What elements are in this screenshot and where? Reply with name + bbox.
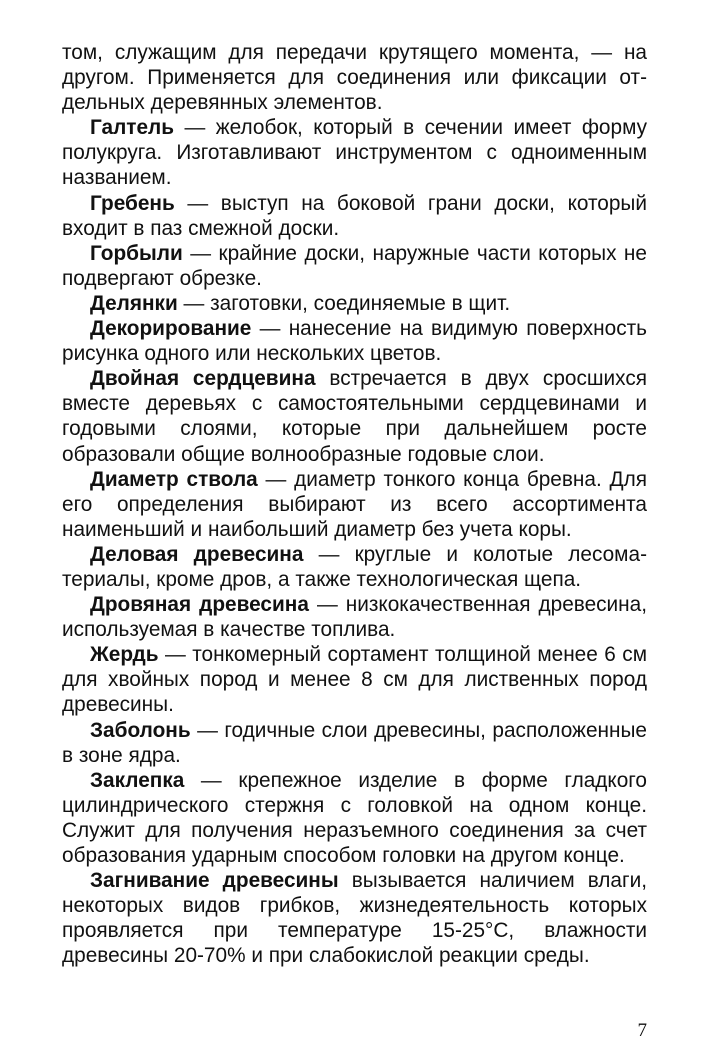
entry-term: Гребень bbox=[90, 191, 175, 215]
entry-term: Галтель bbox=[90, 116, 175, 140]
entry-zagnivanie-drevesiny bbox=[62, 868, 647, 968]
entry-term: Заклепка bbox=[90, 768, 185, 792]
entry-definition: — диаметр тонкого конца бревна. Для его определения выбирают из всего ассортимента наименьший и наибольший диаметр без учета коры. bbox=[62, 467, 647, 541]
entry-gorbyli bbox=[62, 241, 647, 291]
entry-term: Загнивание древесины bbox=[90, 869, 339, 893]
entry-term: Дровяная древесина bbox=[90, 593, 309, 617]
entry-term: Диаметр ствола bbox=[90, 467, 258, 491]
entry-zherd bbox=[62, 642, 647, 717]
entry-dvoynaya-serdtsevina bbox=[62, 366, 647, 466]
entry-delovaya-drevesina bbox=[62, 542, 647, 592]
entry-greben bbox=[62, 191, 647, 241]
entry-definition: — крепежное изделие в форме гладкого цилиндрического стержня с головкой на одном конце. Служит для получения неразъемного соединения за счет образования ударным способом головки на другом конце. bbox=[62, 768, 647, 867]
page-number: 7 bbox=[637, 1020, 647, 1041]
entry-zabolon bbox=[62, 718, 647, 768]
entry-definition: — желобок, который в сечении имеет форму полукруга. Изготавливают инструментом с одноименным названием. bbox=[62, 116, 647, 190]
entry-term: Декорирование bbox=[90, 317, 252, 341]
entry-definition: — заготовки, соединяемые в щит. bbox=[177, 291, 511, 315]
entry-definition: — круглые и колотые лесоматериалы, кроме дров, а также технологическая щепа. bbox=[62, 542, 647, 591]
entry-diametr-stvola bbox=[62, 467, 647, 542]
entry-definition: — выступ на боковой грани доски, который входит в паз смежной доски. bbox=[62, 191, 647, 240]
entry-definition: вызывается наличием влаги, некоторых видов грибков, жизнедеятельность которых проявляется при температуре 15-25°С, влажности древесины 20-70% и при слабокислой реакции среды. bbox=[62, 869, 647, 968]
entry-definition: — нанесение на видимую поверхность рисунка одного или нескольких цветов. bbox=[62, 317, 647, 366]
body-text bbox=[62, 40, 647, 968]
entry-term: Жердь bbox=[90, 643, 159, 667]
intro-paragraph: том, служащим для передачи крутящего момента, — на другом. Применяется для соединения или фиксации отдельных деревянных элементов. bbox=[62, 41, 647, 115]
entry-zaklepka bbox=[62, 768, 647, 868]
entry-drovyanaya-drevesina bbox=[62, 592, 647, 642]
entry-term: Горбыли bbox=[90, 241, 183, 265]
entry-term: Двойная сердцевина bbox=[90, 367, 316, 391]
entry-dekorirovanie bbox=[62, 316, 647, 366]
entry-term: Заболонь bbox=[90, 718, 191, 742]
entry-delyanki bbox=[62, 291, 647, 316]
entry-definition: встречается в двух сросшихся вместе деревьях с самостоятельными сердцевинами и годовыми слоями, которые при дальнейшем росте образовали общие волнообразные годовые слои. bbox=[62, 367, 647, 466]
entry-definition: — низкокачественная древесина, используемая в качестве топлива. bbox=[62, 593, 647, 642]
entry-definition: — годичные слои древесины, расположенные в зоне ядра. bbox=[62, 718, 647, 767]
entry-definition: — крайние доски, наружные части которых не подвергают обрезке. bbox=[62, 241, 647, 290]
entry-galtel bbox=[62, 115, 647, 190]
entry-definition: — тонкомерный сортамент толщиной менее 6 см для хвойных пород и менее 8 см для лиственных пород древесины. bbox=[62, 643, 647, 717]
entry-term: Деловая древесина bbox=[90, 542, 304, 566]
entry-term: Делянки bbox=[90, 291, 178, 315]
